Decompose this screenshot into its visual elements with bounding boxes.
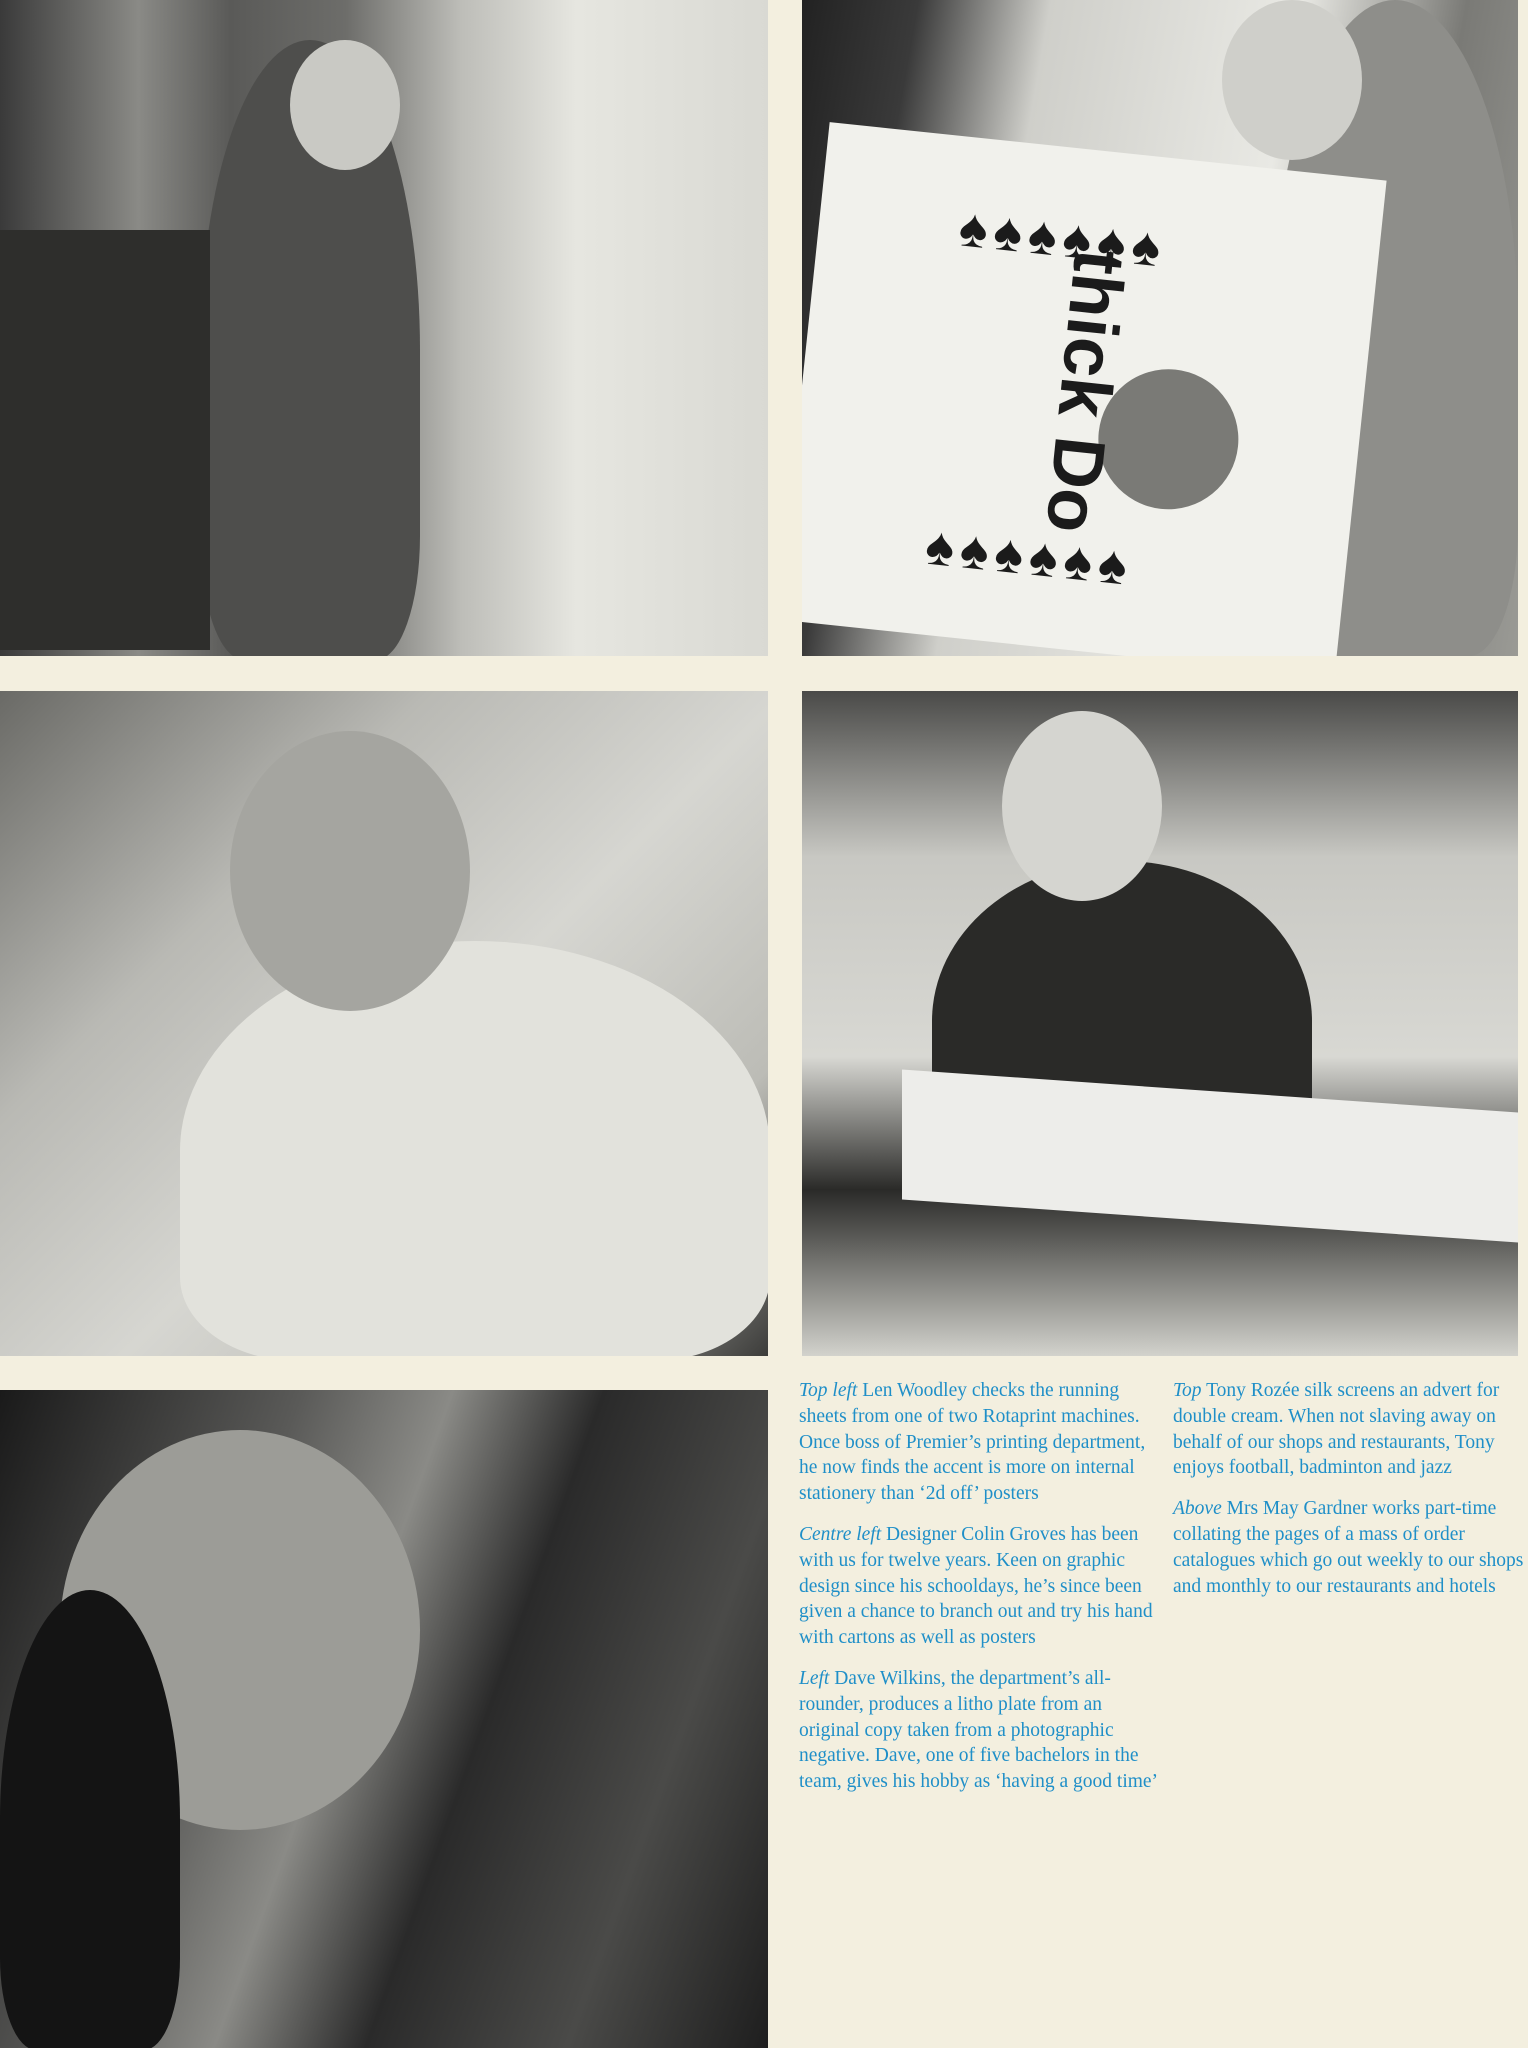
person-head — [230, 731, 470, 1011]
caption-column-left — [799, 1378, 1159, 1810]
photo-tony-rozee-silk-screen — [802, 0, 1518, 656]
caption-lead: Top — [1173, 1380, 1202, 1401]
poster-text: thick Do — [1030, 245, 1140, 537]
person-figure — [180, 941, 768, 1356]
caption-above — [1173, 1496, 1528, 1599]
caption-text: Dave Wilkins, the department’s all-rounder, produces a litho plate from an original copy taken from a photographic negative. Dave, one of five bachelors in the team, gives his hobby as ‘having a good time’ — [799, 1667, 1159, 1793]
caption-top — [1173, 1378, 1528, 1481]
caption-lead: Above — [1173, 1498, 1222, 1520]
leaf-pattern: ♠♠♠♠♠♠ — [956, 197, 1170, 279]
person-head — [1222, 0, 1362, 160]
photo-may-gardner-collating — [802, 691, 1518, 1356]
leaf-pattern: ♠♠♠♠♠♠ — [922, 515, 1137, 598]
caption-text: Mrs May Gardner works part-time collating the pages of a mass of order catalogues which go out weekly to our shops and monthly to our restaurants and hotels — [1173, 1498, 1524, 1597]
double-cream-poster — [802, 122, 1387, 656]
caption-left — [799, 1666, 1159, 1795]
person-head — [1002, 711, 1162, 901]
person-figure — [0, 1590, 180, 2048]
caption-lead: Centre left — [799, 1523, 882, 1545]
catalogue-pages — [902, 1069, 1518, 1242]
caption-top-left — [799, 1378, 1159, 1507]
caption-lead: Top left — [799, 1380, 858, 1401]
photo-dave-wilkins-litho — [0, 1390, 768, 2048]
photo-colin-groves — [0, 691, 768, 1356]
caption-text: Tony Rozée silk screens an advert for double cream. When not slaving away on behalf of our shops and restaurants, Tony enjoys football, badminton and jazz — [1173, 1380, 1500, 1479]
rotaprint-machine — [0, 230, 210, 650]
caption-lead: Left — [799, 1667, 830, 1689]
caption-text: Designer Colin Groves has been with us for twelve years. Keen on graphic design since his schooldays, he’s since been given a chance to branch out and try his hand with cartons as well as posters — [799, 1523, 1153, 1649]
person-head — [290, 40, 400, 170]
photo-len-woodley-rotaprint — [0, 0, 768, 656]
caption-column-right — [1173, 1378, 1528, 1614]
caption-text: Len Woodley checks the running sheets from one of two Rotaprint machines. Once boss of Premier’s printing department, he now finds the accent is more on internal stationery than ‘2d off’ posters — [799, 1380, 1146, 1505]
caption-centre-left — [799, 1522, 1159, 1651]
